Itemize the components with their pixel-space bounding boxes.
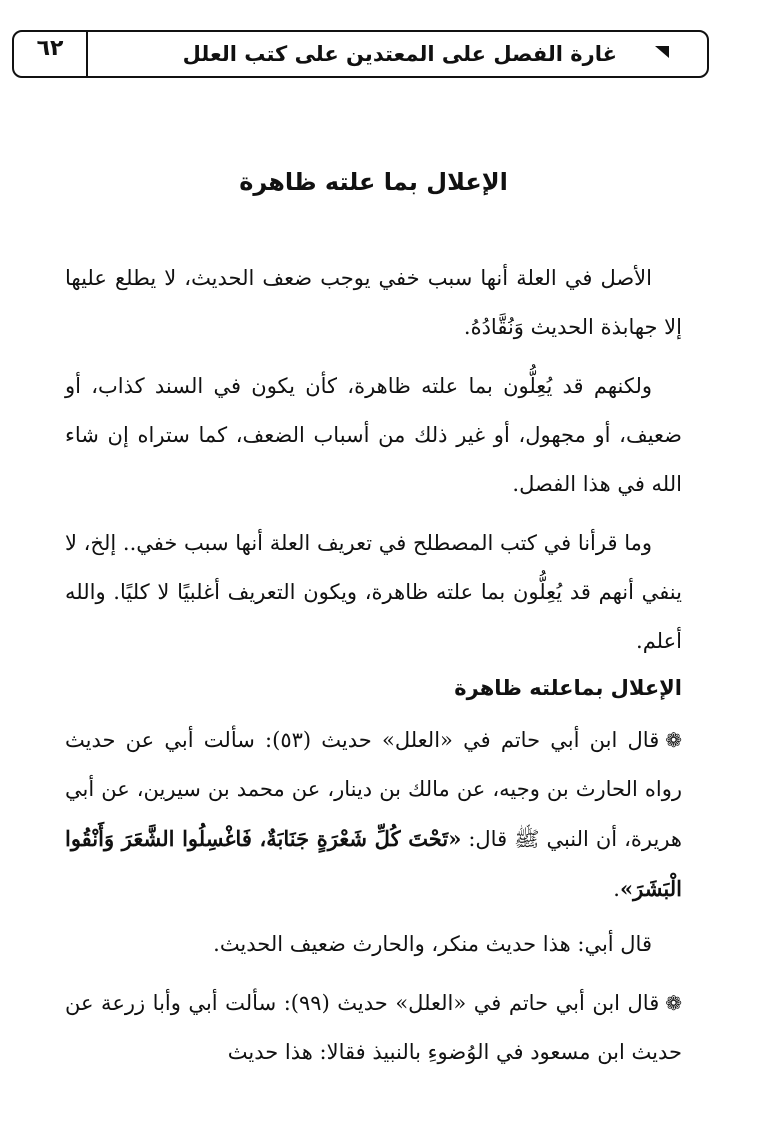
running-header xyxy=(12,30,709,78)
header-divider xyxy=(86,32,88,76)
paragraph-3: وما قرأنا في كتب المصطلح في تعريف العلة أنها سبب خفي.. إلخ، لا ينفي أنهم قد يُعِلُّون بما علته ظاهرة، ويكون التعريف أغلبيًا لا كليًا. والله أعلم. xyxy=(65,531,682,653)
hadith-quote: «تَحْتَ كُلِّ شَعْرَةٍ جَنَابَةٌ، فَاغْسِلُوا الشَّعَرَ وَأَنْقُوا الْبَشَرَ» xyxy=(65,826,682,901)
hadith-entry-1 xyxy=(65,716,682,914)
paragraph-1: الأصل في العلة أنها سبب خفي يوجب ضعف الحديث، لا يطلع عليها إلا جهابذة الحديث وَنُقَّادُهُ. xyxy=(65,266,682,339)
followup-paragraph: قال أبي: هذا حديث منكر، والحارث ضعيف الحديث. xyxy=(213,932,652,956)
section-title: الإعلال بما علته ظاهرة xyxy=(239,168,508,196)
subheading: الإعلال بماعلته ظاهرة xyxy=(454,676,682,700)
hadith-entry-2 xyxy=(65,979,682,1077)
page-number: ٦٢ xyxy=(36,36,64,61)
flower-icon: ❁ xyxy=(665,991,682,1015)
entry-text-before: قال ابن أبي حاتم في «العلل» حديث (٥٣): سألت أبي عن حديث رواه الحارث بن وجيه، عن مالك بن دينار، عن محمد بن سيرين، عن أبي هريرة، أن النبي ﷺ قال: xyxy=(65,728,682,851)
page-number-flag xyxy=(655,46,669,58)
running-title: غارة الفصل على المعتدين على كتب العلل xyxy=(182,42,617,66)
entry2-text: قال ابن أبي حاتم في «العلل» حديث (٩٩): سألت أبي وأبا زرعة عن حديث ابن مسعود في الوُضوءِ بالنبيذ فقالا: هذا حديث xyxy=(65,991,682,1064)
paragraph-2: ولكنهم قد يُعِلُّون بما علته ظاهرة، كأن يكون في السند كذاب، أو ضعيف، أو مجهول، أو غير ذلك من أسباب الضعف، كما ستراه إن شاء الله في هذا الفصل. xyxy=(65,374,682,496)
entry-text-after: . xyxy=(613,877,620,901)
flower-icon: ❁ xyxy=(665,728,682,752)
page-body xyxy=(65,150,682,1083)
